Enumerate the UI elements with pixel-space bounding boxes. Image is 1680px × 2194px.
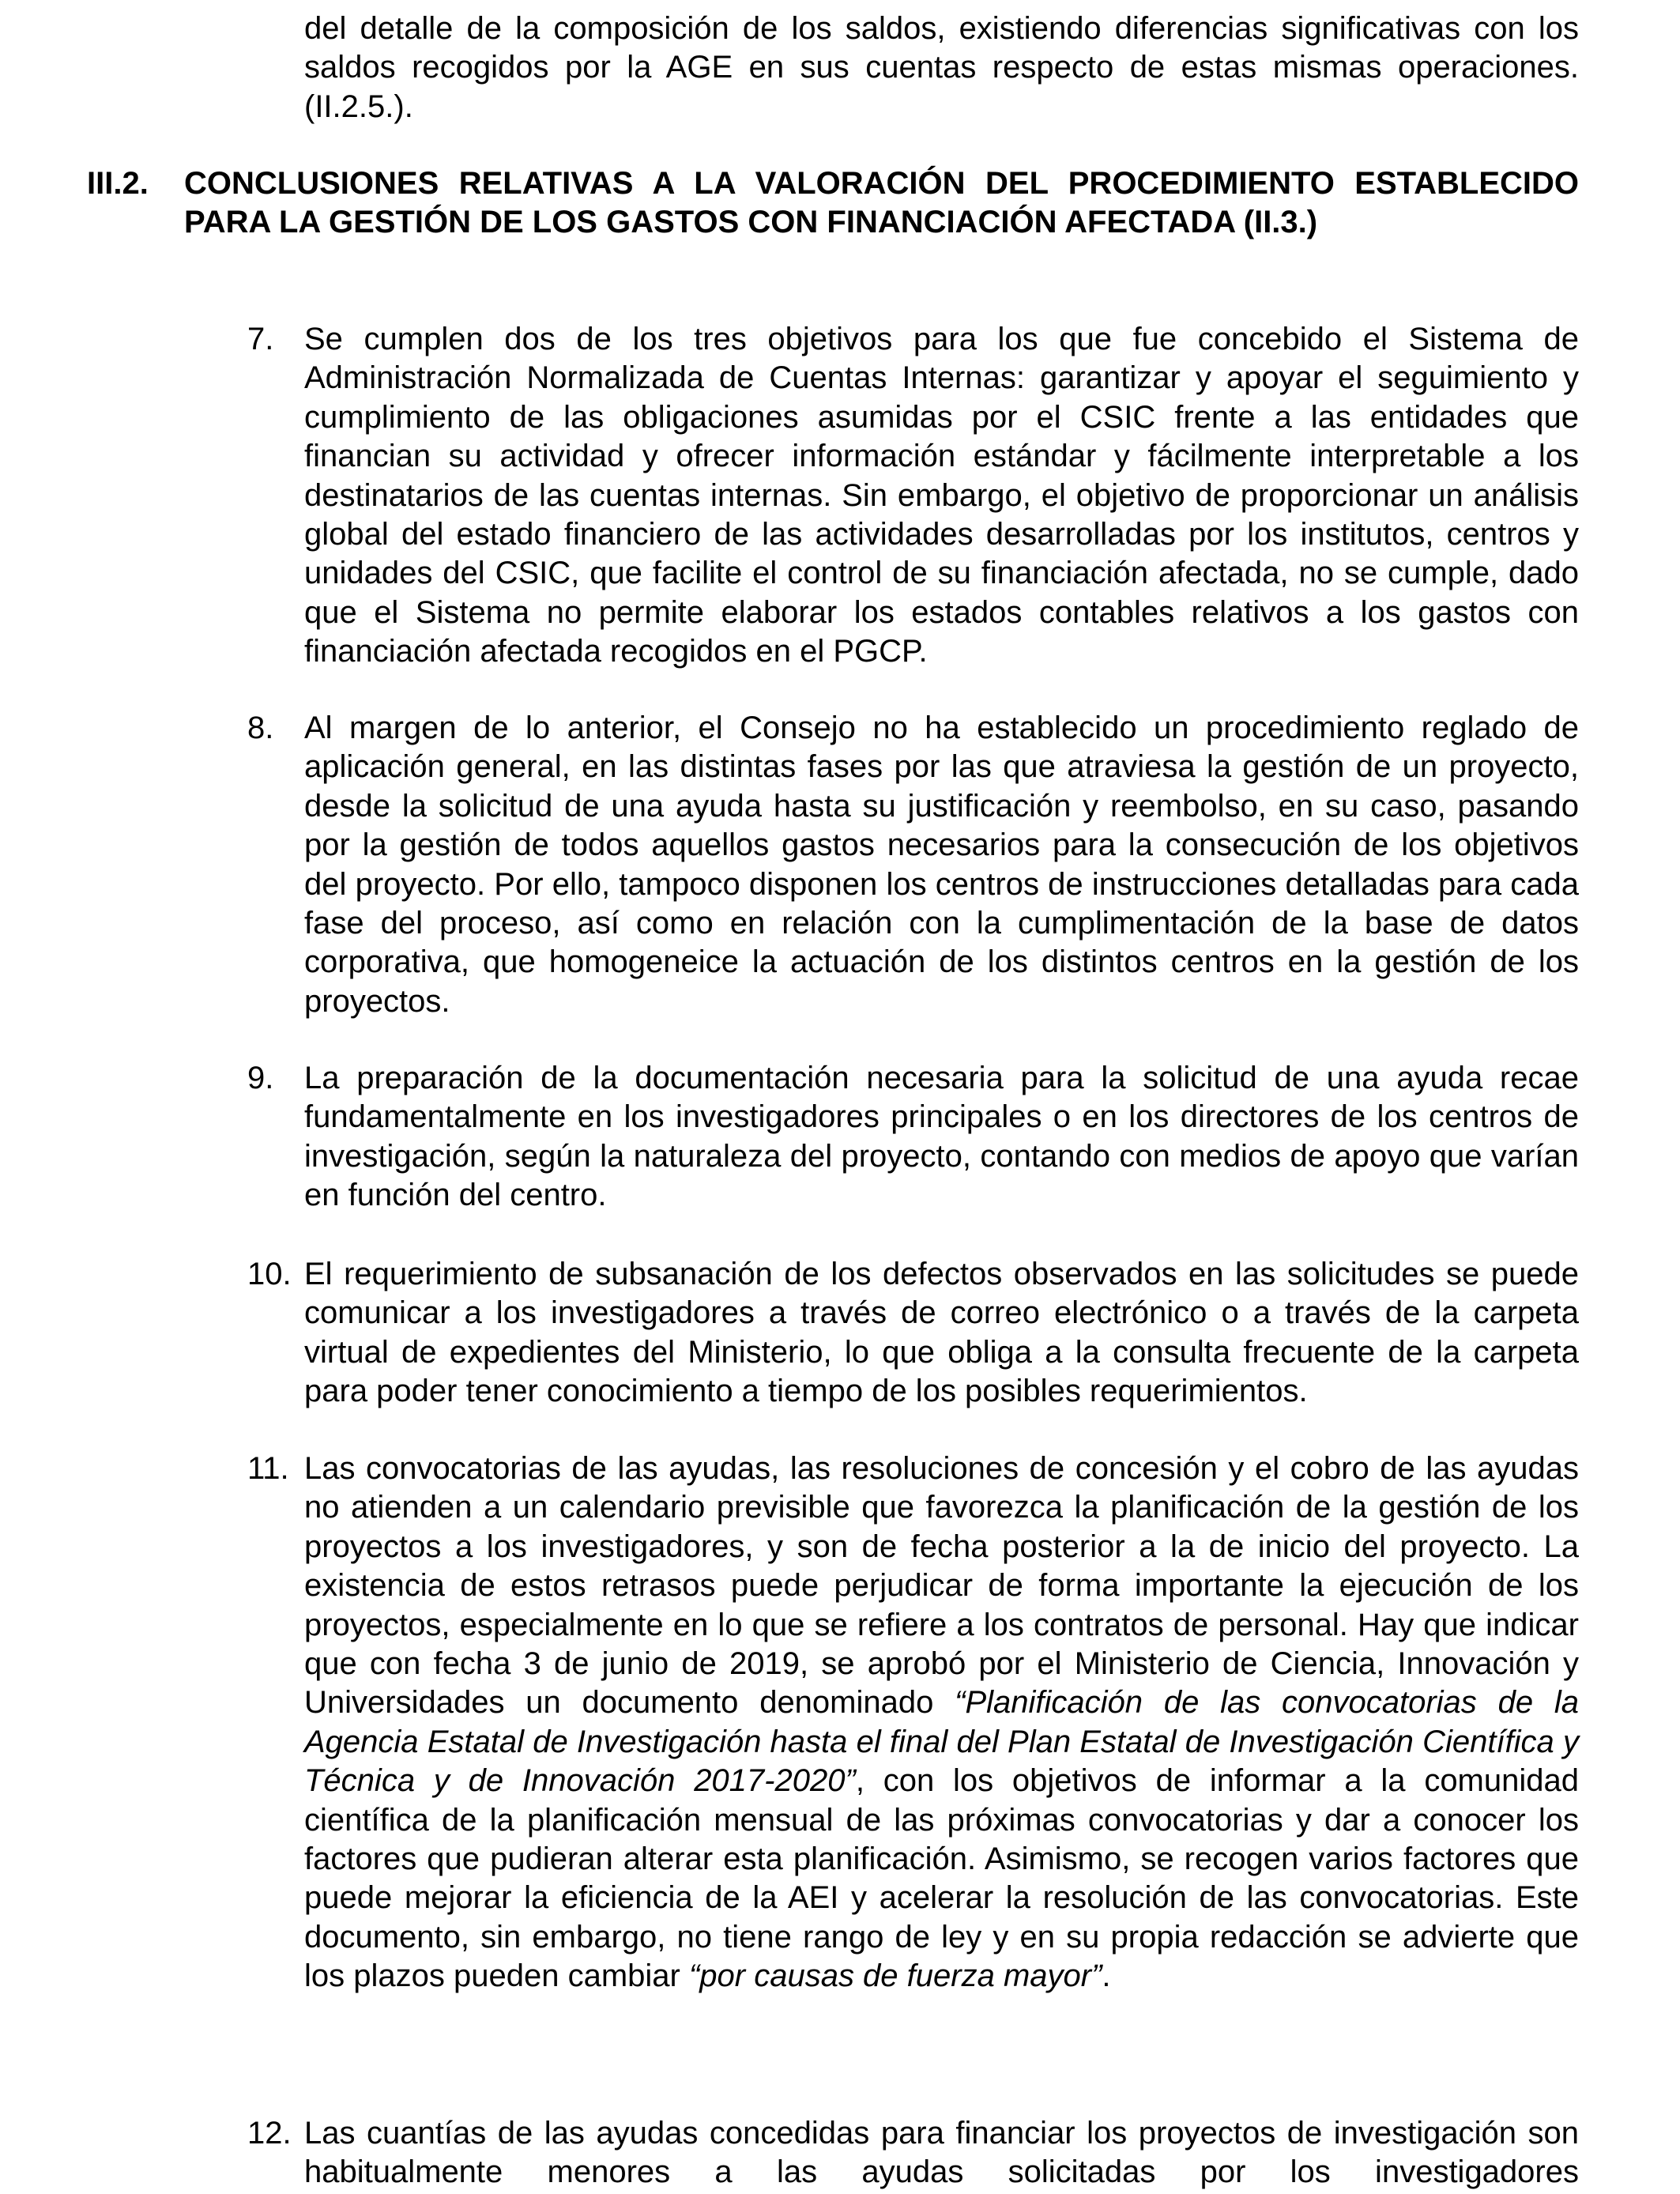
- item-number-9: 9.: [247, 1061, 274, 1095]
- section-number: III.2.: [87, 166, 149, 201]
- item-number-8: 8.: [247, 711, 274, 745]
- item-paragraph-10: El requerimiento de subsanación de los defectos observados en las solicitudes se puede comunicar a los investigadores a través de correo electrónico o a través de la carpeta virtual de expedientes del Ministerio, lo que obliga a la consulta frecuente de la carpeta para poder tener conocimiento a tiempo de los posibles requerimientos.: [304, 1257, 1579, 1409]
- item-11-quote: “por causas de fuerza mayor”: [688, 1958, 1102, 1994]
- item-paragraph-8: Al margen de lo anterior, el Consejo no ha establecido un procedimiento reglado de aplicación general, en las distintas fases por las que atraviesa la gestión de un proyecto, desde la solicitud de una ayuda hasta su justificación y reembolso, en su caso, pasando por la gestión de todos aquellos gastos necesarios para la consecución de los objetivos del proyecto. Por ello, tampoco disponen los centros de instrucciones detalladas para cada fase del proceso, así como en relación con la cumplimentación de la base de datos corporativa, que homogeneice la actuación de los distintos centros en la gestión de los proyectos.: [304, 711, 1579, 1019]
- item-11-text-e: .: [1102, 1958, 1111, 1994]
- item-number-7: 7.: [247, 322, 274, 356]
- item-paragraph-11: [304, 1449, 1579, 1996]
- item-number-10: 10.: [247, 1257, 292, 1291]
- item-number-12: 12.: [247, 2116, 292, 2151]
- intro-paragraph: del detalle de la composición de los saldos, existiendo diferencias significativas con los saldos recogidos por la AGE en sus cuentas respecto de estas mismas operaciones. (II.2.5.).: [304, 11, 1579, 124]
- item-paragraph-9: La preparación de la documentación necesaria para la solicitud de una ayuda recae fundamentalmente en los investigadores principales o en los directores de los centros de investigación, según la naturaleza del proyecto, contando con medios de apoyo que varían en función del centro.: [304, 1061, 1579, 1213]
- item-11-text-a: Las convocatorias de las ayudas, las resoluciones de concesión y el cobro de las ayudas no atienden a un calendario previsible que favorezca la planificación de la gestión de los proyectos a los investigadores, y son de fecha posterior a la de inicio del proyecto. La existencia de estos retrasos puede perjudicar de forma importante la ejecución de los proyectos, especialmente en lo que se refiere a los contratos de personal. Hay que indicar que con fecha 3 de junio de 2019, se aprobó por el Ministerio de Ciencia, Innovación y Universidades un documento denominado: [304, 1451, 1579, 1721]
- item-paragraph-7: Se cumplen dos de los tres objetivos para los que fue concebido el Sistema de Administración Normalizada de Cuentas Internas: garantizar y apoyar el seguimiento y cumplimiento de las obligaciones asumidas por el CSIC frente a las entidades que financian su actividad y ofrecer información estándar y fácilmente interpretable a los destinatarios de las cuentas internas. Sin embargo, el objetivo de proporcionar un análisis global del estado financiero de las actividades desarrolladas por los institutos, centros y unidades del CSIC, que facilite el control de su financiación afectada, no se cumple, dado que el Sistema no permite elaborar los estados contables relativos a los gastos con financiación afectada recogidos en el PGCP.: [304, 322, 1579, 669]
- item-11-text-c: , con los objetivos de informar a la comunidad científica de la planificación mensual de las próximas convocatorias y dar a conocer los factores que pudieran alterar esta planificación. Asimismo, se recogen varios factores que puede mejorar la eficiencia de la AEI y acelerar la resolución de las convocatorias. Este documento, sin embargo, no tiene rango de ley y en su propia redacción se advierte que los plazos pueden cambiar: [304, 1763, 1579, 1994]
- item-number-11: 11.: [247, 1451, 289, 1486]
- section-title: CONCLUSIONES RELATIVAS A LA VALORACIÓN DEL PROCEDIMIENTO ESTABLECIDO PARA LA GESTIÓN DE LOS GASTOS CON FINANCIACIÓN AFECTADA (II.3.): [184, 166, 1579, 240]
- item-paragraph-12: Las cuantías de las ayudas concedidas para financiar los proyectos de investigación son habitualmente menores a las ayudas solicitadas por los investigadores: [304, 2116, 1579, 2190]
- item-11-document-title: “Planificación de las convocatorias de la Agencia Estatal de Investigación hasta el final del Plan Estatal de Investigación Científica y Técnica y de Innovación 2017-2020”: [304, 1685, 1579, 1799]
